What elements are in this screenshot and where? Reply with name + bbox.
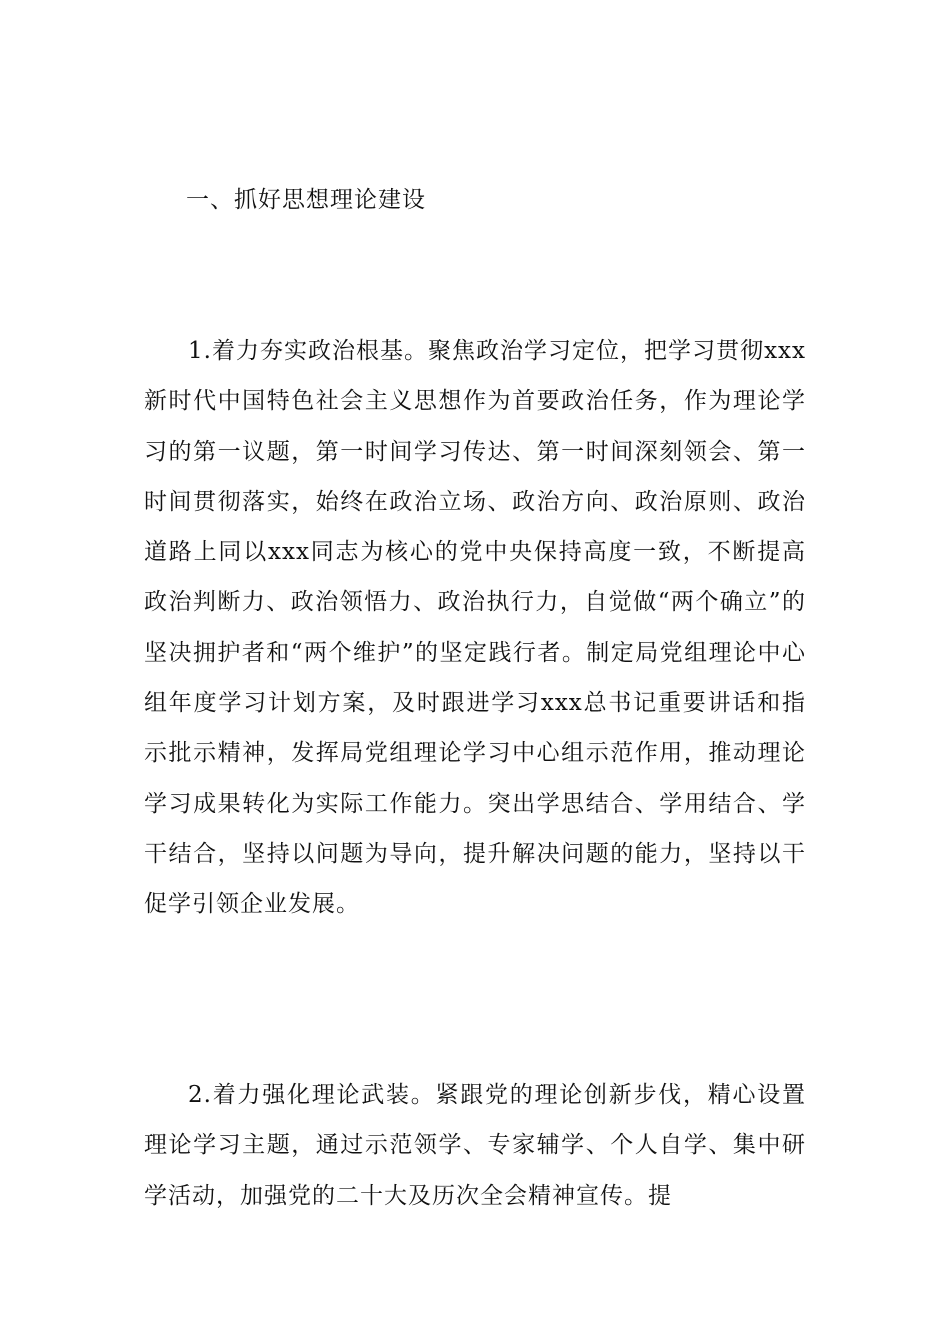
paragraph-2: 2.着力强化理论武装。紧跟党的理论创新步伐，精心设置理论学习主题，通过示范领学、专家辅学、个人自学、集中研学活动，加强党的二十大及历次全会精神宣传。提 [144,1082,806,1209]
section-heading: 一、抓好思想理论建设 [186,187,426,213]
paragraph-1: 1.着力夯实政治根基。聚焦政治学习定位，把学习贯彻xxx新时代中国特色社会主义思想作为首要政治任务，作为理论学习的第一议题，第一时间学习传达、第一时间深刻领会、第一时间贯彻落实，始终在政治立场、政治方向、政治原则、政治道路上同以xxx同志为核心的党中央保持高度一致，不断提高政治判断力、政治领悟力、政治执行力，自觉做“两个确立”的坚决拥护者和“两个维护”的坚定践行者。制定局党组理论中心组年度学习计划方案，及时跟进学习xxx总书记重要讲话和指示批示精神，发挥局党组理论学习中心组示范作用，推动理论学习成果转化为实际工作能力。突出学思结合、学用结合、学干结合，坚持以问题为导向，提升解决问题的能力，坚持以干促学引领企业发展。 [144,338,806,918]
